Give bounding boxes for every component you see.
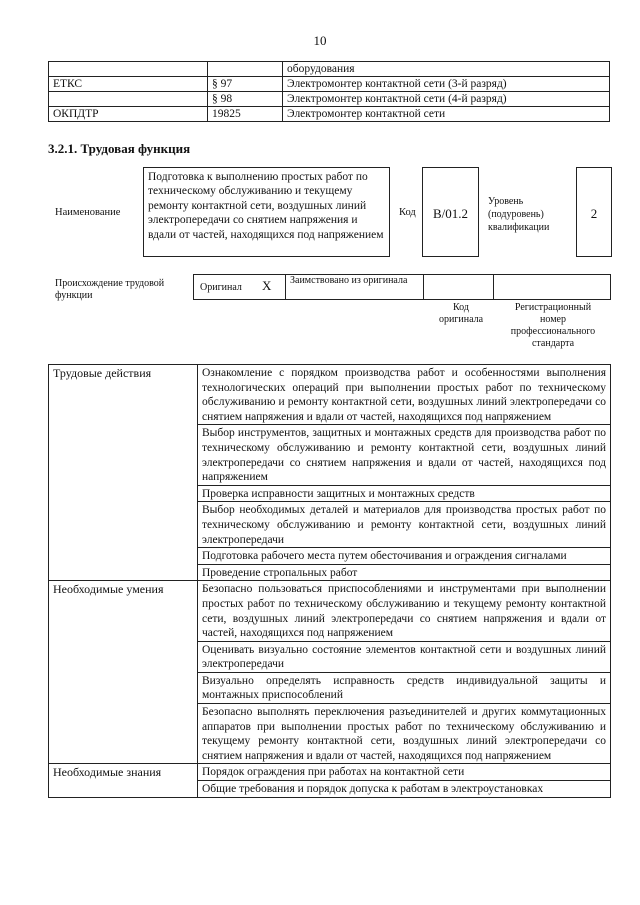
competency-item: Проведение стропальных работ (198, 564, 611, 581)
classification-row (49, 62, 610, 77)
level-box: 2 (576, 167, 612, 257)
function-code-box: B/01.2 (422, 167, 479, 257)
classification-row (49, 107, 610, 122)
original-cell (194, 275, 286, 299)
classifier-desc: оборудования (283, 62, 610, 77)
classifier-desc: Электромонтер контактной сети (283, 107, 610, 122)
competency-row (49, 365, 611, 425)
code-label: Код (399, 207, 416, 218)
competency-row (49, 581, 611, 641)
classifier-name (49, 92, 208, 107)
competency-item: Выбор инструментов, защитных и монтажных средств для производства работ по техническому обслуживанию и ремонту контактной сети, воздушных линий электропередачи со снятием напряжения и вдали от частей, находящихся под напряжением (198, 425, 611, 485)
function-name-box: Подготовка к выполнению простых работ по техническому обслуживанию и текущему ремонту контактной сети, воздушных линий электропередачи со снятием напряжения и вдали от частей, находящихся под напряжением (143, 167, 390, 257)
reg-caption: Регистрационный номер профессионального стандарта (510, 302, 596, 349)
competency-header: Необходимые знания (49, 764, 198, 797)
naming-label: Наименование (55, 207, 121, 218)
competency-item: Подготовка рабочего места путем обесточивания и ограждения сигналами (198, 548, 611, 565)
classifier-code: 19825 (208, 107, 283, 122)
competency-header: Необходимые умения (49, 581, 198, 764)
page-number: 10 (313, 33, 327, 48)
competency-item: Визуально определять исправность средств индивидуальной защиты и монтажных приспособлений (198, 672, 611, 703)
classifier-code: § 97 (208, 77, 283, 92)
classifier-name (49, 62, 208, 77)
competency-row (49, 764, 611, 781)
classifier-code (208, 62, 283, 77)
competency-item: Безопасно пользоваться приспособлениями и инструментами при выполнении простых работ по техническому обслуживанию и текущему ремонту контактной сети, воздушных линий электропередачи со снятием напряжения и вдали от частей, находящихся под напряжением (198, 581, 611, 641)
classifier-name: ЕТКС (49, 77, 208, 92)
origin-row (193, 274, 611, 300)
section-title: 3.2.1. Трудовая функция (48, 141, 191, 156)
classification-row (49, 92, 610, 107)
origin-code-cell (424, 275, 494, 299)
original-mark: X (262, 278, 272, 293)
classification-row (49, 77, 610, 92)
classifier-desc: Электромонтер контактной сети (3-й разряд) (283, 77, 610, 92)
code-caption: Код оригинала (438, 302, 484, 325)
competency-item: Безопасно выполнять переключения разъединителей и других коммутационных аппаратов при выполнении простых работ по техническому обслуживанию и текущему ремонту контактной сети, воздушных линий электропередачи со снятием напряжения и вдали от частей, находящихся под напряжением (198, 704, 611, 764)
competency-table (48, 364, 611, 798)
competency-item: Оценивать визуально состояние элементов контактной сети и воздушных линий электропередачи (198, 641, 611, 672)
classifier-name: ОКПДТР (49, 107, 208, 122)
competency-header: Трудовые действия (49, 365, 198, 581)
level-label: Уровень (подуровень) квалификации (488, 196, 550, 233)
competency-item: Выбор необходимых деталей и материалов для производства простых работ по техническому обслуживанию и ремонту контактной сети, воздушных линий электропередачи (198, 502, 611, 548)
origin-label: Происхождение трудовой функции (55, 278, 165, 301)
reg-number-cell (494, 275, 610, 299)
borrowed-label: Заимствовано из оригинала (290, 275, 408, 286)
competency-item: Общие требования и порядок допуска к работам в электроустановках (198, 781, 611, 798)
classification-table (48, 61, 610, 122)
classifier-code: § 98 (208, 92, 283, 107)
original-label: Оригинал (200, 282, 242, 293)
borrowed-cell (286, 275, 424, 299)
classifier-desc: Электромонтер контактной сети (4-й разряд) (283, 92, 610, 107)
competency-item: Ознакомление с порядком производства работ и особенностями выполнения технологических операций при выполнении простых работ по техническому обслуживанию и ремонту контактной сети, воздушных линий электропередачи со снятием напряжения и вдали от частей, находящихся под напряжением (198, 365, 611, 425)
competency-item: Проверка исправности защитных и монтажных средств (198, 485, 611, 502)
competency-item: Порядок ограждения при работах на контактной сети (198, 764, 611, 781)
